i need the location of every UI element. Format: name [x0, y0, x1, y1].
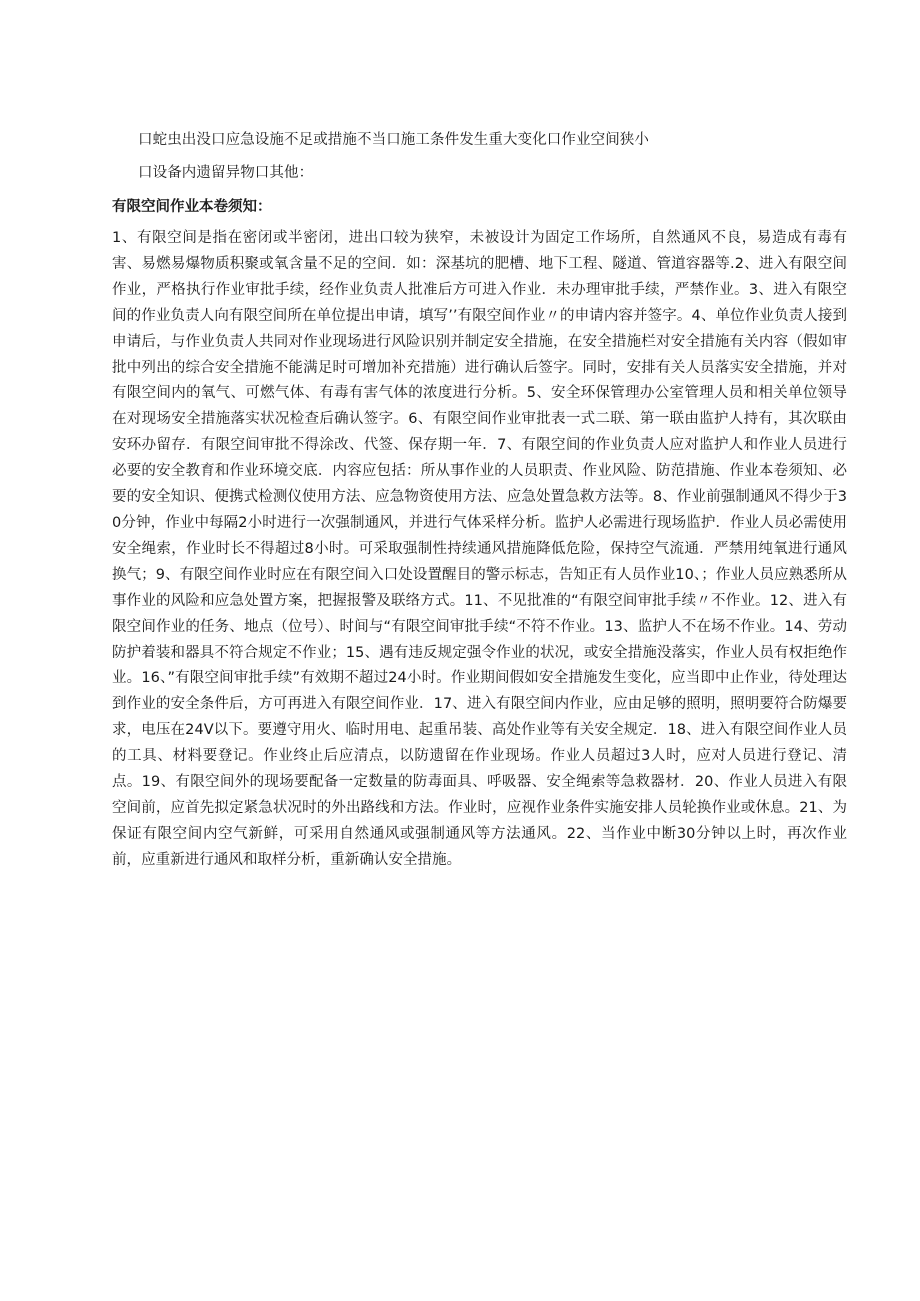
hazard-checklist-line-1: 口蛇虫出没口应急设施不足或措施不当口施工条件发生重大变化口作业空间狭小: [138, 132, 649, 148]
hazard-checklist-line-2: 口设备内遗留异物口其他：: [138, 165, 314, 181]
notice-heading: 有限空间作业本卷须知：: [112, 199, 272, 215]
notice-body-paragraph: 1、有限空间是指在密闭或半密闭，进出口较为狭窄，未被设计为固定工作场所，自然通风不良，易造成有毒有害、易燃易爆物质积聚或氧含量不足的空间．如：深基坑的肥槽、地下工程、隧道、管道容器等.2、进入有限空间作业，严格执行作业审批手续，经作业负责人批准后方可进入作业．未办理审批手续，严禁作业。3、进入有限空间的作业负责人向有限空间所在单位提出申请，填写’’有限空间作业〃的申请内容并签字。4、单位作业负责人接到申请后，与作业负责人共同对作业现场进行风险识别并制定安全措施，在安全措施栏对安全措施有关内容（假如审批中列出的综合安全措施不能满足时可增加补充措施）进行确认后签字。同时，安排有关人员落实安全措施，并对有限空间内的氧气、可燃气体、有毒有害气体的浓度进行分析。5、安全环保管理办公室管理人员和相关单位领导在对现场安全措施落实状况检查后确认签字。6、有限空间作业审批表一式二联、第一联由监护人持有，其次联由安环办留存．有限空间审批不得涂改、代签、保存期一年．7、有限空间的作业负责人应对监护人和作业人员进行必要的安全教育和作业环境交底．内容应包括：所从事作业的人员职责、作业风险、防范措施、作业本卷须知、必要的安全知识、便携式检测仪使用方法、应急物资使用方法、应急处置急救方法等。8、作业前强制通风不得少于30分钟，作业中每隔2小时进行一次强制通风，并进行气体采样分析。监护人必需进行现场监护．作业人员必需使用安全绳索，作业时长不得超过8小时。可采取强制性持续通风措施降低危险，保持空气流通．严禁用纯氧进行通风换气；9、有限空间作业时应在有限空间入口处设置醒目的警示标志，告知正有人员作业10、；作业人员应熟悉所从事作业的风险和应急处置方案，把握报警及联络方式。11、不见批准的“有限空间审批手续〃不作业。12、进入有限空间作业的任务、地点（位号）、时间与“有限空间审批手续“不符不作业。13、监护人不在场不作业。14、劳动防护着装和器具不符合规定不作业；15、遇有违反规定强令作业的状况，或安全措施没落实，作业人员有权拒绝作业。16、”有限空间审批手续”有效期不超过24小时。作业期间假如安全措施发生变化，应当即中止作业，待处理达到作业的安全条件后，方可再进入有限空间作业．17、进入有限空间内作业，应由足够的照明，照明要符合防爆要求，电压在24V以下。要遵守用火、临时用电、起重吊装、高处作业等有关安全规定．18、进入有限空间作业人员的工具、材料要登记。作业终止后应清点，以防遗留在作业现场。作业人员超过3人时，应对人员进行登记、清点。19、有限空间外的现场要配备一定数量的防毒面具、呼吸器、安全绳索等急救器材．20、作业人员进入有限空间前，应首先拟定紧急状况时的外出路线和方法。作业时，应视作业条件实施安排人员轮换作业或休息。21、为保证有限空间内空气新鲜，可采用自然通风或强制通风等方法通风。22、当作业中断30分钟以上时，再次作业前，应重新进行通风和取样分析，重新确认安全措施。: [112, 230, 847, 868]
